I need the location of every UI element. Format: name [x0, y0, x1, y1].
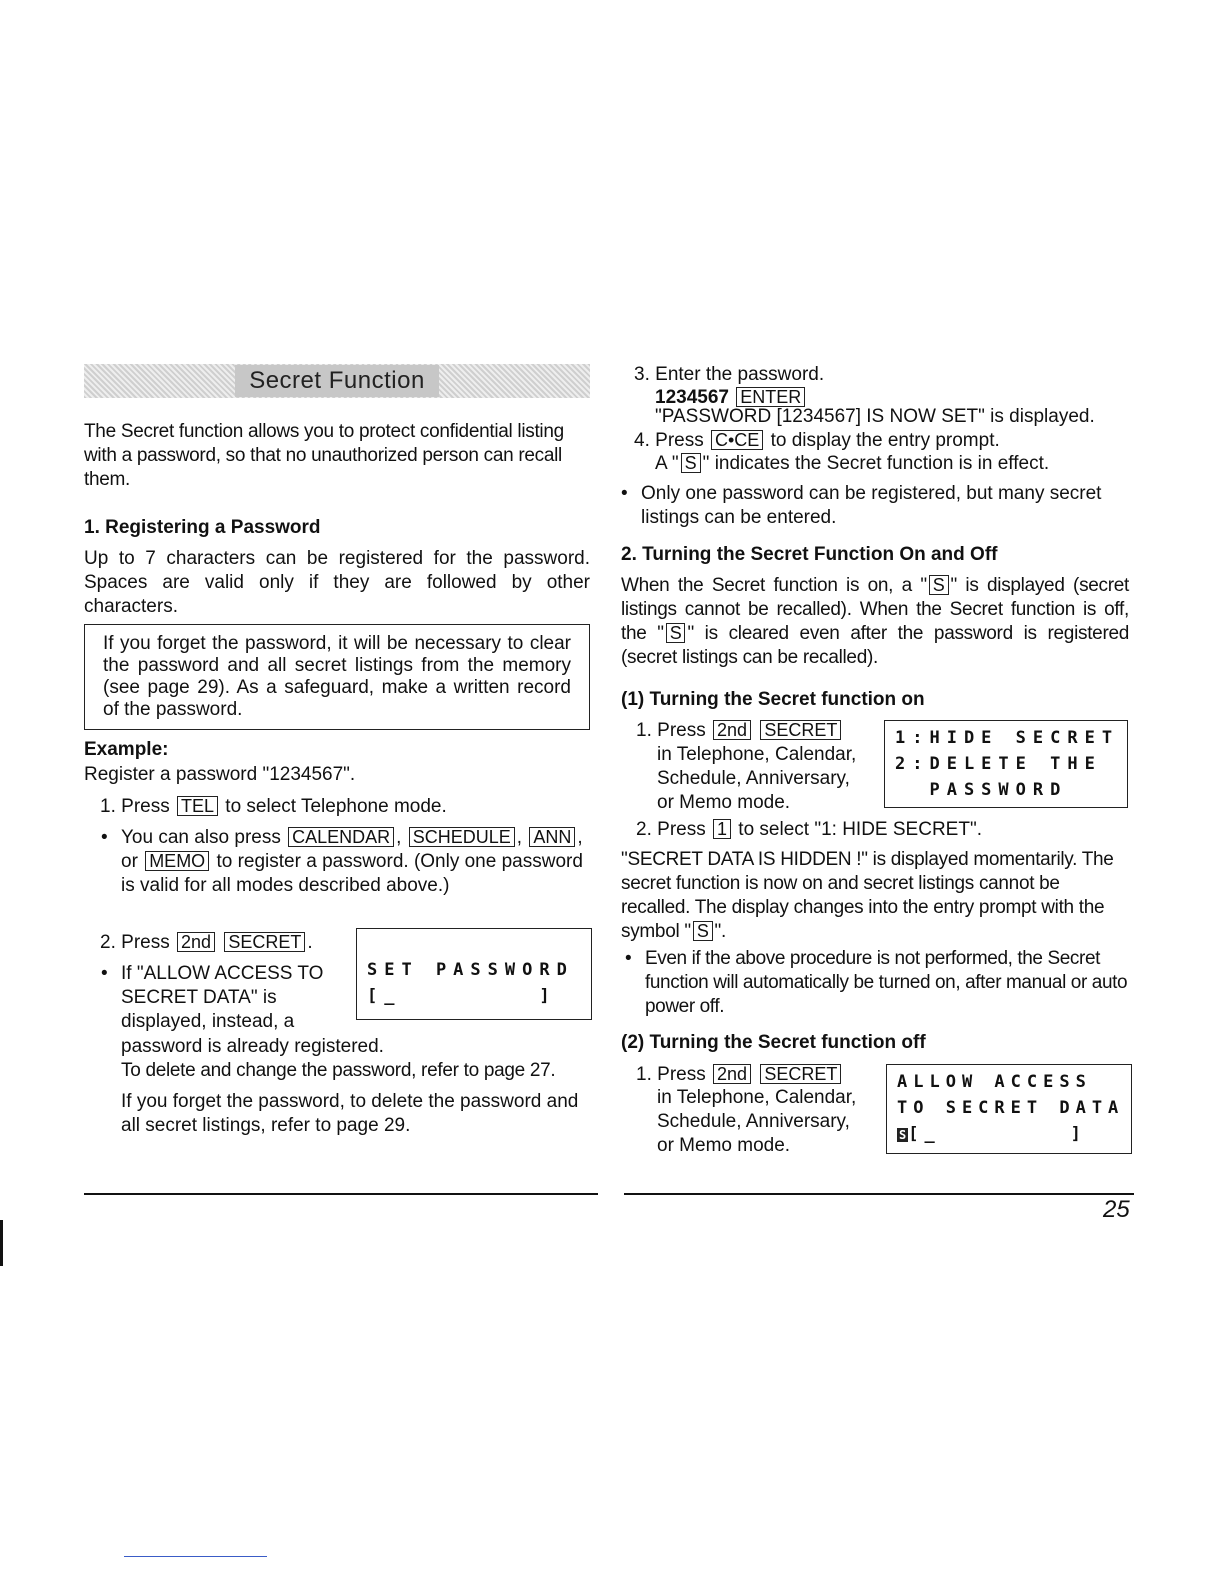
heading-turning-off: (2) Turning the Secret function off — [621, 1032, 926, 1053]
bullet-text: to register a password. (Only one password is valid for all modes described above.) — [121, 851, 583, 896]
step-text: to select Telephone mode. — [225, 796, 447, 817]
step-number: 2. — [100, 932, 116, 953]
step-text: Press — [657, 720, 706, 741]
heading-on-off: 2. Turning the Secret Function On and Off — [621, 544, 998, 565]
ann-key: ANN — [529, 827, 575, 847]
lcd-set-password — [356, 928, 592, 1020]
step-text: Press — [121, 932, 170, 953]
text: A " — [655, 453, 679, 474]
on-step-1 — [636, 719, 843, 743]
example-label: Example: — [84, 739, 169, 760]
on-step-2 — [636, 818, 982, 842]
bullet-allow-access: • If "ALLOW ACCESS TO SECRET DATA" is displayed, instead, a — [121, 962, 341, 1034]
text: " is displayed (secret listings cannot be recalled). When the Secret function is off, the " — [621, 575, 1130, 644]
step-number: 1. — [636, 720, 652, 741]
heading-turning-on: (1) Turning the Secret function on — [621, 689, 925, 710]
lcd-hide-secret — [884, 720, 1128, 808]
lcd-line: [_ ] — [367, 986, 557, 1006]
s-key-icon: S — [666, 623, 686, 643]
secret-key: SECRET — [760, 720, 841, 740]
password-code: 1234567 — [655, 387, 729, 408]
heading-registering: 1. Registering a Password — [84, 517, 321, 538]
intro-text: The Secret function allows you to protect confidential listing with a password, so that no unauthorized person can recall them. — [84, 421, 564, 490]
memo-key: MEMO — [145, 851, 209, 871]
text: ". — [714, 921, 726, 942]
s-key-icon: S — [693, 921, 713, 941]
lcd-allow-access — [886, 1064, 1132, 1154]
secret-key: SECRET — [760, 1064, 841, 1084]
lcd-line: ALLOW ACCESS — [897, 1072, 1092, 1092]
2nd-key: 2nd — [177, 932, 215, 952]
calendar-key: CALENDAR — [288, 827, 394, 847]
lcd-line: 2:DELETE THE — [895, 754, 1102, 774]
bottom-rule-left — [84, 1193, 598, 1195]
2nd-key: 2nd — [713, 1064, 751, 1084]
lcd-line: 1:HIDE SECRET — [895, 728, 1120, 748]
step-3 — [634, 363, 824, 387]
step-number: 2. — [636, 819, 652, 840]
password-warning-note: If you forget the password, it will be necessary to clear the password and all secret listings from the memory (see page 29). As a safeguard, make a written record of the password. — [84, 624, 590, 730]
step-text: Press — [655, 430, 704, 451]
bullet-one-password: • Only one password can be registered, but many secret listings can be entered. — [641, 482, 1131, 530]
text: When the Secret function is on, a " — [621, 575, 927, 596]
2nd-key: 2nd — [713, 720, 751, 740]
1-key: 1 — [713, 819, 731, 839]
text: "SECRET DATA IS HIDDEN !" is displayed momentarily. The secret function is now on and secret listings cannot be recalled. The display changes into the entry prompt with the symbol " — [621, 849, 1114, 942]
lcd-line: SET PASSWORD — [367, 960, 574, 980]
password-set-message: "PASSWORD [1234567] IS NOW SET" is displayed. — [655, 406, 1095, 427]
step-1 — [100, 795, 447, 819]
lcd-line — [897, 1121, 1121, 1147]
page-number: 25 — [1103, 1196, 1130, 1223]
bullet-auto-on: • Even if the above procedure is not performed, the Secret function will automatically be turned on, after manual or auto power off. — [645, 947, 1133, 1019]
step-text: to select "1: HIDE SECRET". — [738, 819, 982, 840]
step-text: to display the entry prompt. — [770, 430, 1000, 451]
scan-blue-line — [124, 1556, 267, 1557]
tel-key: TEL — [177, 796, 218, 816]
bullet-other-modes: • You can also press CALENDAR , SCHEDULE , ANN , or MEMO to register a password. (Only one password is valid for all modes described above.) — [121, 826, 591, 898]
step-text: Press — [657, 1064, 706, 1085]
lcd-line: TO SECRET DATA — [897, 1098, 1125, 1118]
section-title: Secret Function — [235, 365, 439, 397]
s-key-icon: S — [929, 575, 949, 595]
step-4 — [634, 429, 1000, 453]
bottom-rule-right — [624, 1193, 1134, 1195]
text: " is cleared even after the password is registered (secret listings can be recalled). — [621, 623, 1129, 668]
secret-symbol-icon: S — [899, 1128, 907, 1142]
schedule-key: SCHEDULE — [409, 827, 515, 847]
section-banner — [84, 364, 590, 398]
step-text: Press — [657, 819, 706, 840]
bullet-text: , or — [121, 827, 583, 872]
off-step-1-modes: in Telephone, Calendar, Schedule, Anniversary, or Memo mode. — [657, 1087, 857, 1156]
example-text: Register a password "1234567". — [84, 764, 356, 785]
text: " indicates the Secret function is in effect. — [702, 453, 1050, 474]
secret-indicator-text — [655, 452, 1049, 476]
enter-key: ENTER — [736, 387, 805, 407]
step-number: 1. — [100, 796, 116, 817]
cce-key: C•CE — [711, 430, 763, 450]
lcd-prompt: [_ ] — [908, 1124, 1087, 1144]
on-step-1-modes: in Telephone, Calendar, Schedule, Anniversary, or Memo mode. — [657, 744, 857, 813]
lcd-line: PASSWORD — [895, 780, 1068, 800]
step-number: 4. — [634, 430, 650, 451]
scan-edge-mark — [0, 1220, 3, 1266]
step-number: 1. — [636, 1064, 652, 1085]
off-step-1 — [636, 1063, 843, 1087]
secret-key: SECRET — [224, 932, 305, 952]
on-off-para — [621, 574, 1129, 670]
hidden-para — [621, 848, 1131, 944]
forget-text: If you forget the password, to delete the password and all secret listings, refer to page 29. — [121, 1091, 579, 1136]
step-2: 2. Press 2nd SECRET . — [100, 932, 313, 953]
step-text: Enter the password. — [655, 364, 825, 385]
step-text: Press — [121, 796, 170, 817]
registering-para: Up to 7 characters can be registered for the password. Spaces are valid only if they are followed by other characters. — [84, 548, 590, 617]
bullet-text: You can also press — [121, 827, 281, 848]
delete-change-text: To delete and change the password, refer to page 27. — [121, 1060, 556, 1081]
step-number: 3. — [634, 364, 650, 385]
s-key-icon: S — [681, 453, 701, 473]
bullet-allow-access-cont: password is already registered. — [121, 1036, 384, 1057]
